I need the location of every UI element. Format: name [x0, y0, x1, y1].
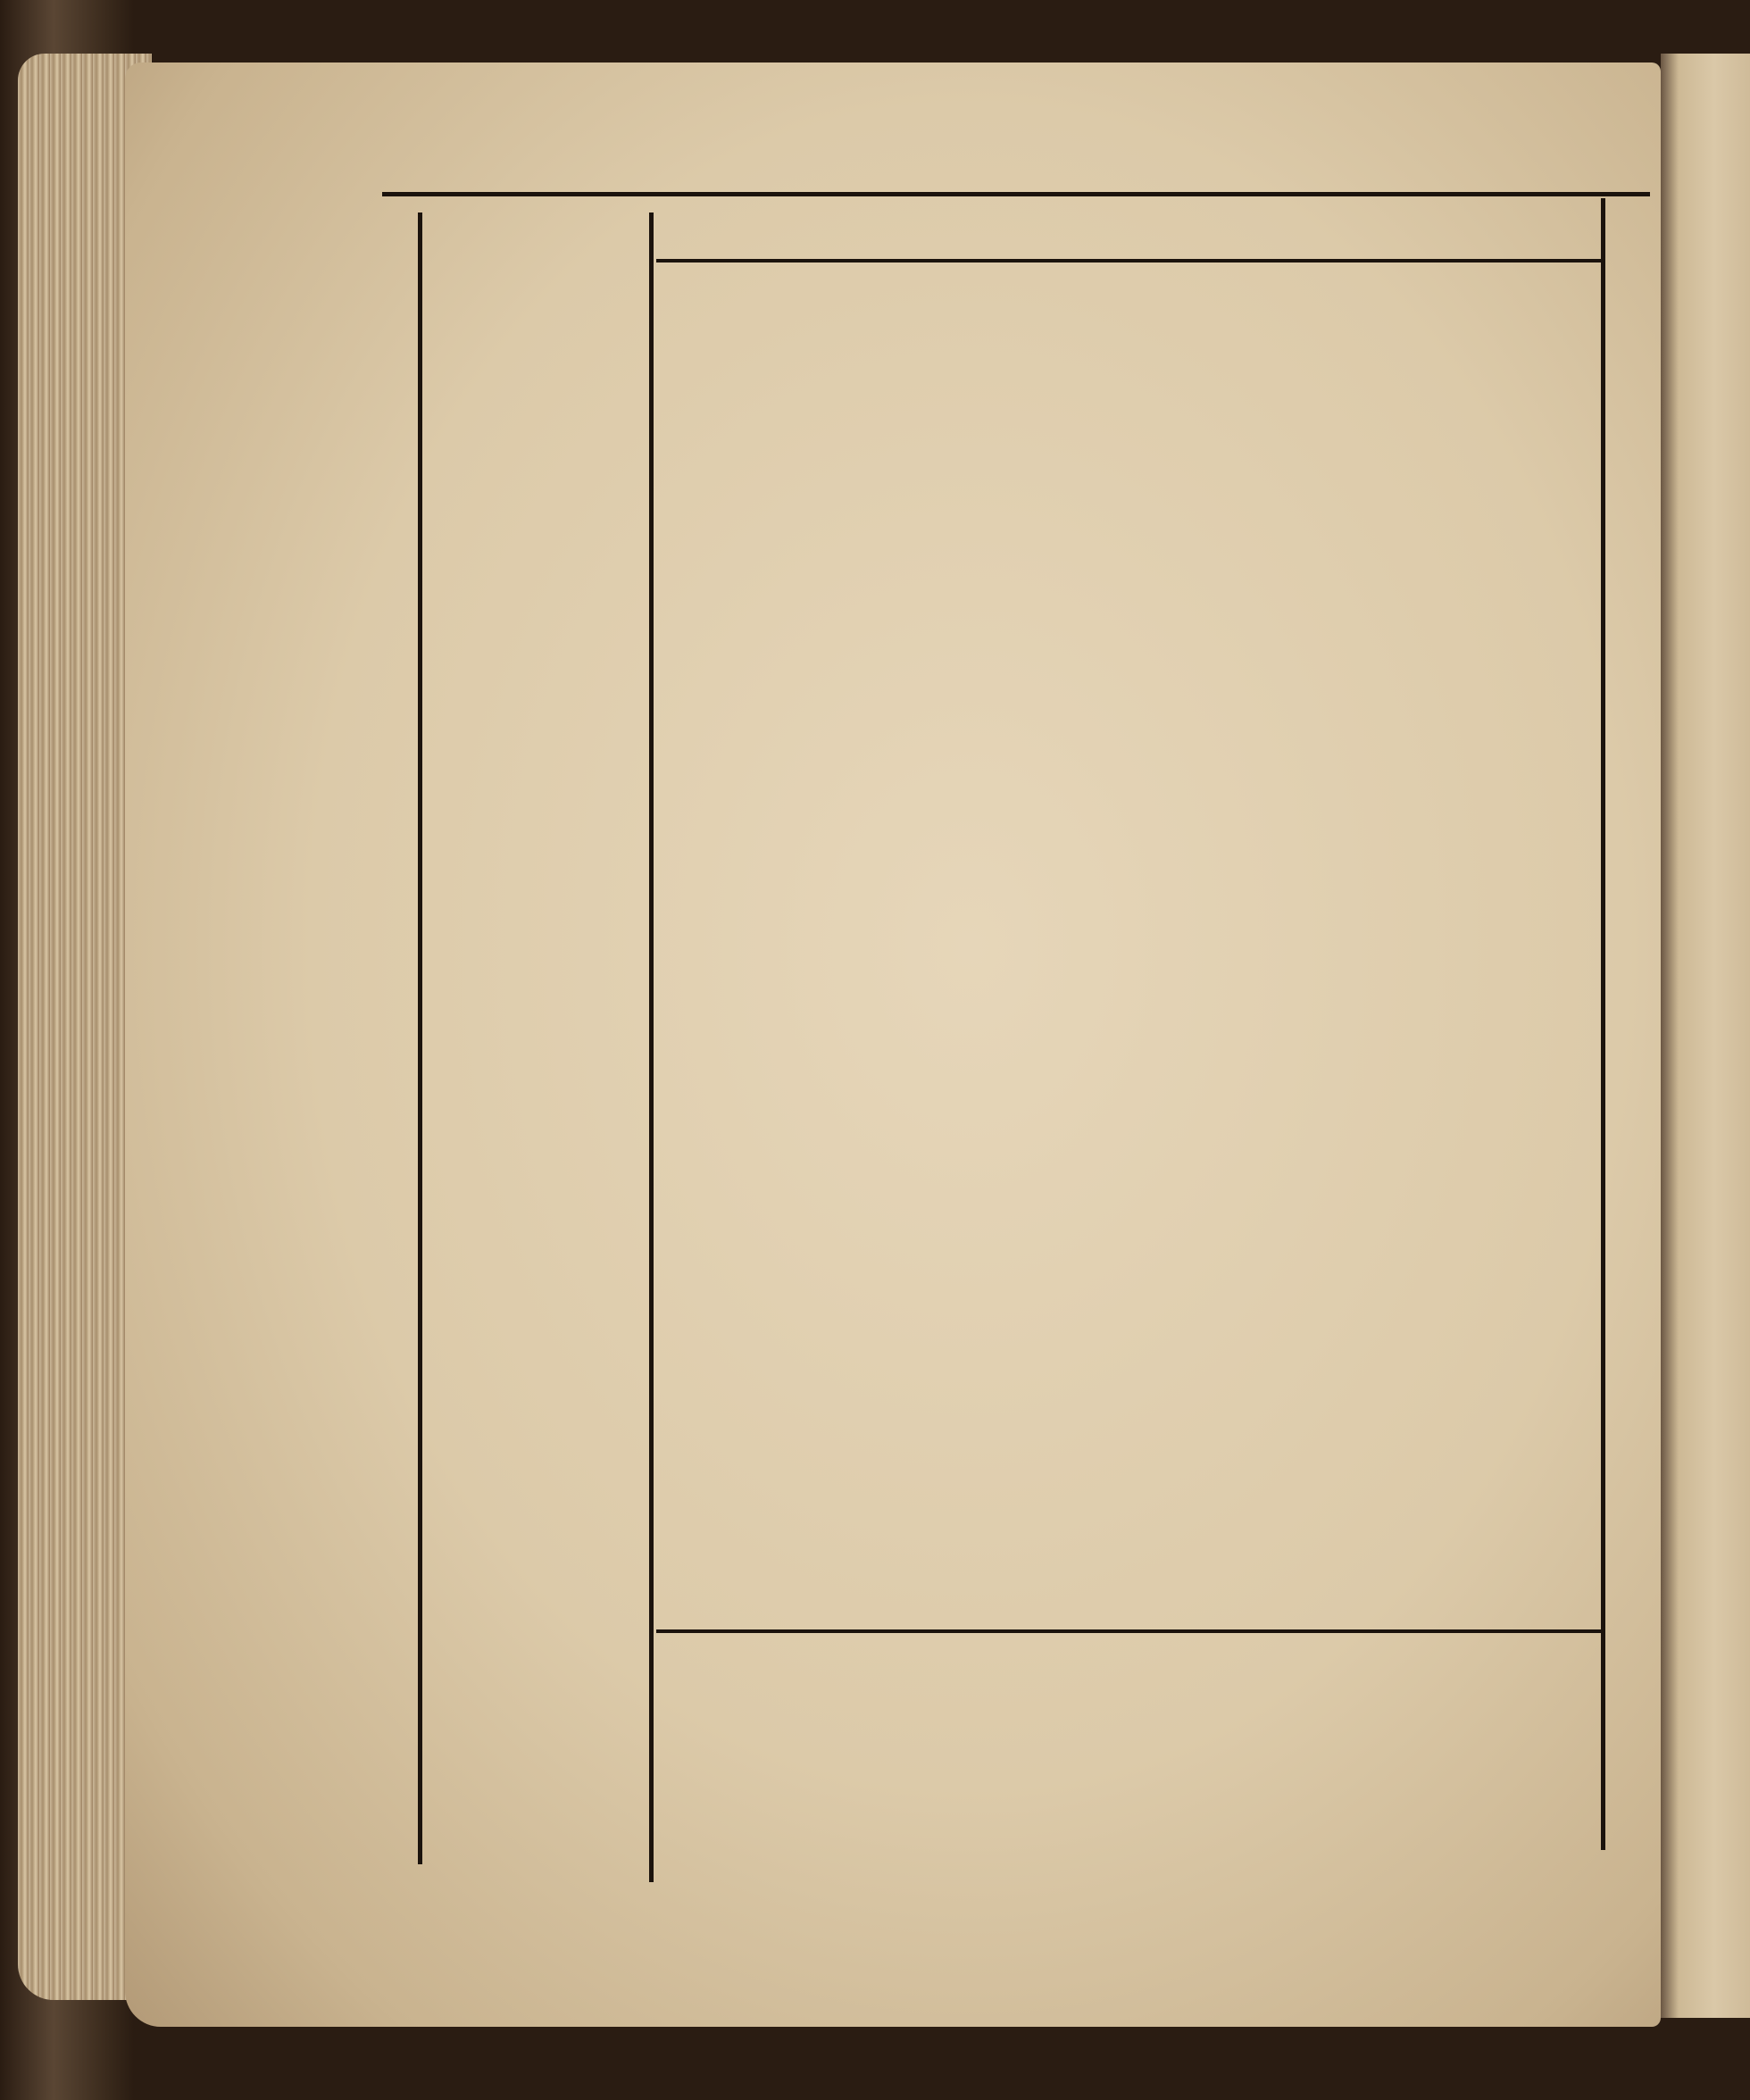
right-border	[1601, 198, 1605, 1850]
title-rule	[656, 259, 1603, 262]
bottom-rule	[656, 1629, 1603, 1633]
column-divider	[649, 212, 654, 1882]
page	[125, 62, 1661, 2027]
left-border	[418, 212, 422, 1864]
next-page-edge	[1661, 54, 1750, 2018]
top-rule	[382, 192, 1650, 196]
